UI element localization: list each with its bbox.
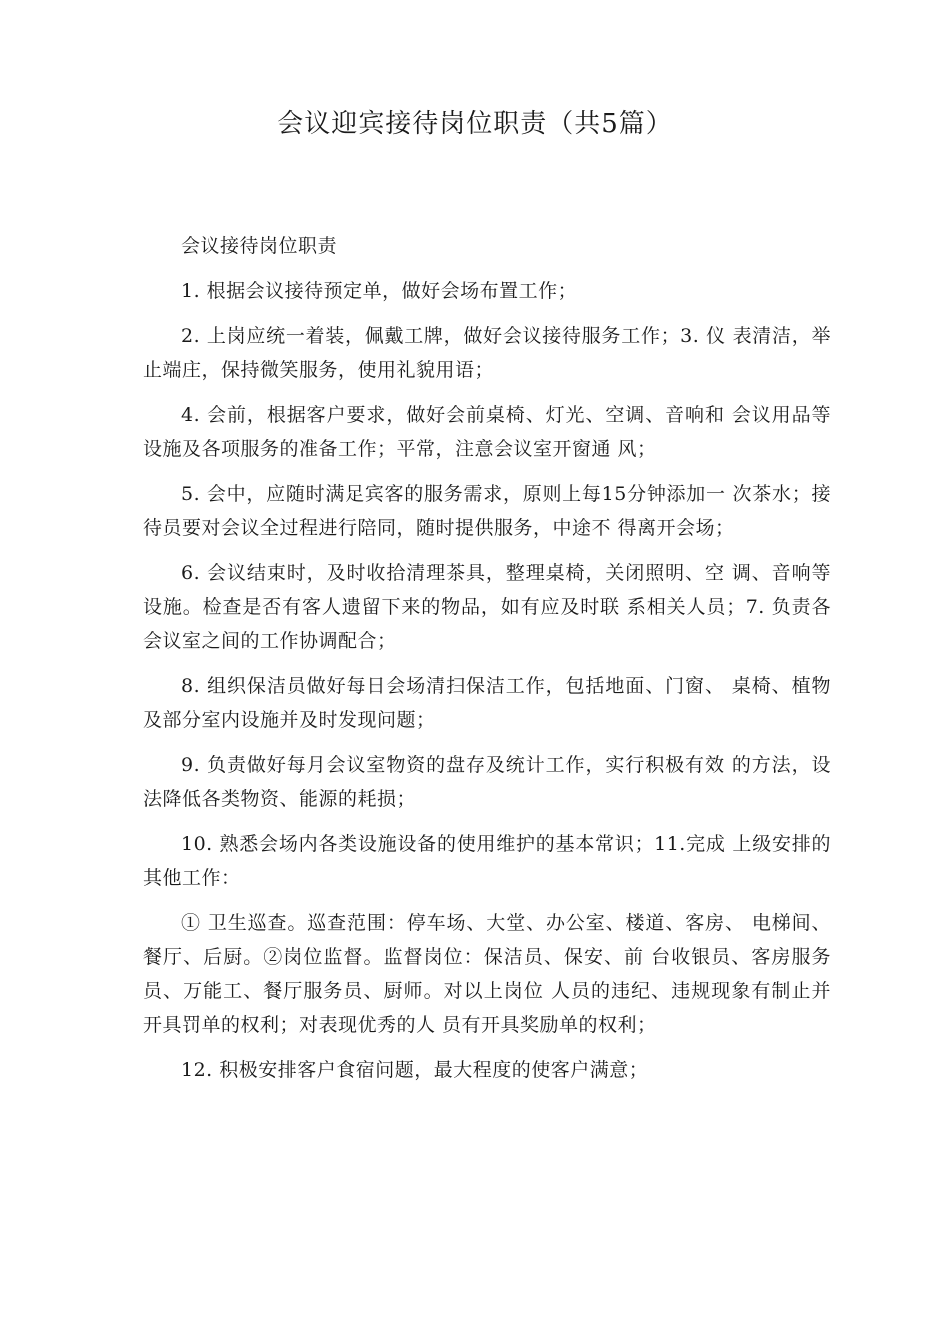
duty-item-12: 12. 积极安排客户食宿问题，最大程度的使客户满意； <box>181 1059 649 1081</box>
duty-item-10-11: 10. 熟悉会场内各类设施设备的使用维护的基本常识；11.完成 上级安排的其他工作： <box>143 833 831 889</box>
duty-item-8: 8. 组织保洁员做好每日会场清扫保洁工作，包括地面、门窗、 桌椅、植物及部分室内设施并及时发现问题； <box>143 675 831 731</box>
duty-item-4: 4. 会前，根据客户要求，做好会前桌椅、灯光、空调、音响和 会议用品等设施及各项服务的准备工作；平常，注意会议室开窗通 风； <box>143 404 831 460</box>
document-title: 会议迎宾接待岗位职责（共5篇） <box>277 109 673 139</box>
duty-item-6-7: 6. 会议结束时，及时收拾清理茶具，整理桌椅，关闭照明、空 调、音响等设施。检查是否有客人遗留下来的物品，如有应及时联 系相关人员；7. 负责各会议室之间的工作协调配合； <box>143 562 831 652</box>
section-heading: 会议接待岗位职责 <box>181 235 338 257</box>
document-body <box>143 229 831 1098</box>
duty-item-2-3: 2. 上岗应统一着装，佩戴工牌，做好会议接待服务工作；3. 仪 表清洁，举止端庄，保持微笑服务，使用礼貌用语； <box>143 325 831 381</box>
duty-subitems: ① 卫生巡查。巡查范围：停车场、大堂、办公室、楼道、客房、 电梯间、餐厅、后厨。②岗位监督。监督岗位：保洁员、保安、前 台收银员、客房服务员、万能工、餐厅服务员、厨师。对以上岗位 人员的违纪、违规现象有制止并开具罚单的权利；对表现优秀的人 员有开具奖励单的权利； <box>143 912 831 1036</box>
duty-item-9: 9. 负责做好每月会议室物资的盘存及统计工作，实行积极有效 的方法，设法降低各类物资、能源的耗损； <box>143 754 831 810</box>
duty-item-5: 5. 会中，应随时满足宾客的服务需求，原则上每15分钟添加一 次茶水；接待员要对会议全过程进行陪同，随时提供服务，中途不 得离开会场； <box>143 483 831 539</box>
duty-item-1: 1. 根据会议接待预定单，做好会场布置工作； <box>181 280 578 302</box>
